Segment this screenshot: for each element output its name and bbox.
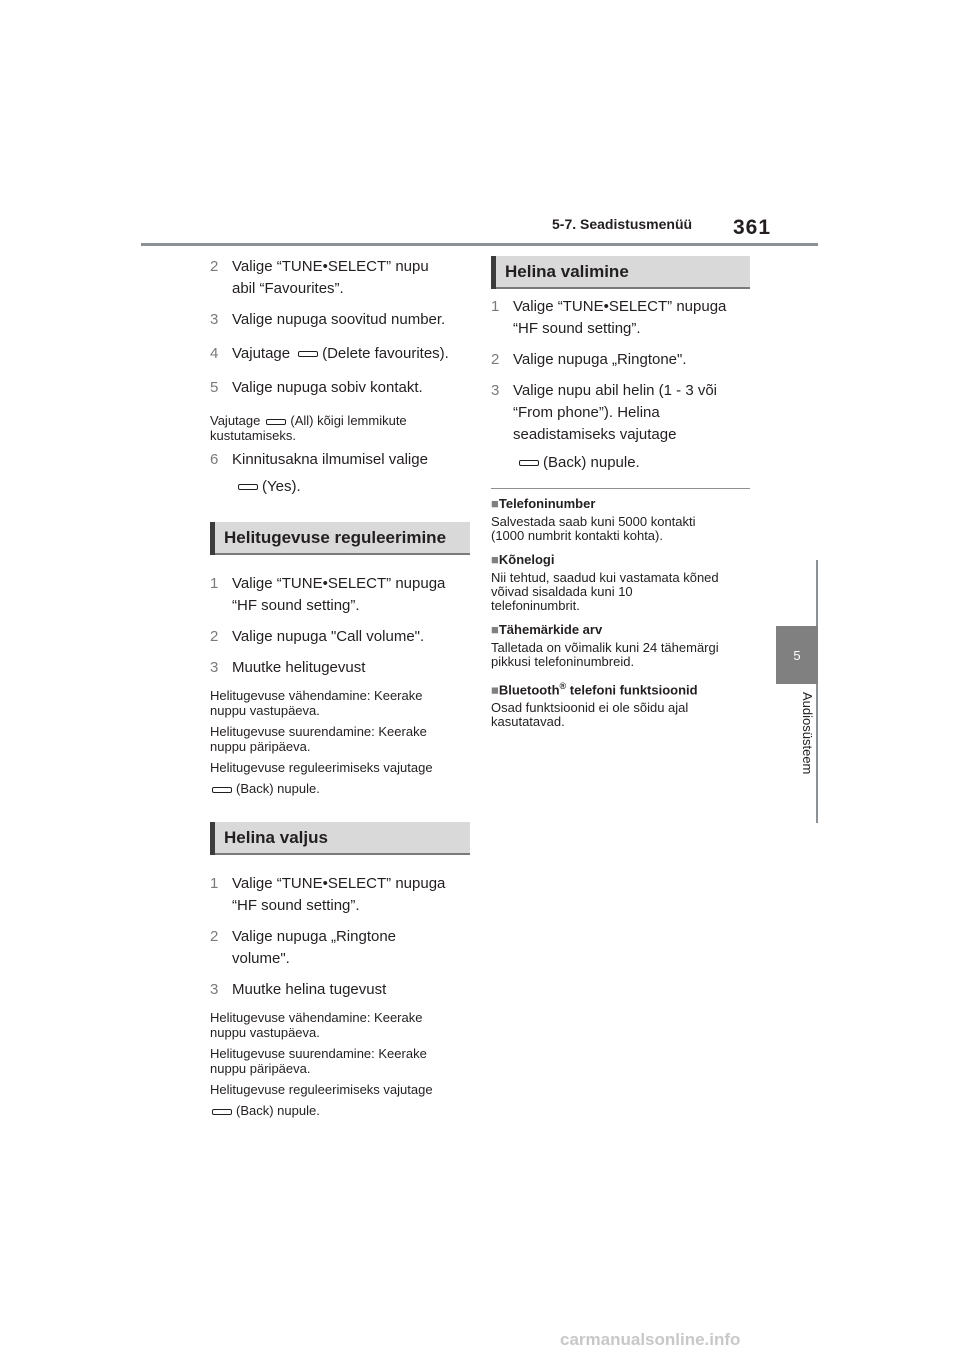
note-title-text: Bluetooth xyxy=(498,682,560,698)
note-text: Helitugevuse suurendamine: Keerake xyxy=(210,1046,427,1061)
step-text: Valige nupuga soovitud number. xyxy=(232,311,446,328)
note-title-text: Telefoninumber xyxy=(498,496,596,511)
step-number: 2 xyxy=(210,928,219,945)
step-item xyxy=(210,657,470,679)
note-body-text: Nii tehtud, saadud kui vastamata kõned xyxy=(491,570,719,585)
step-text: Valige nupuga „Ringtone xyxy=(232,928,397,945)
step-text: Valige “TUNE•SELECT” nupuga xyxy=(232,875,446,892)
step-item xyxy=(491,380,750,474)
step-number: 2 xyxy=(491,351,500,368)
step-text xyxy=(232,343,470,365)
step-item xyxy=(491,349,750,371)
step-text: “HF sound setting”. xyxy=(232,597,360,614)
note-text: nuppu vastupäeva. xyxy=(210,703,320,718)
step-text: Valige “TUNE•SELECT” nupu xyxy=(232,258,429,275)
step-item xyxy=(210,309,470,331)
step-number: 3 xyxy=(210,311,219,328)
note-body-text: (1000 numbrit kontakti kohta). xyxy=(491,528,663,543)
note-text: nuppu päripäeva. xyxy=(210,739,311,754)
note-text: Helitugevuse suurendamine: Keerake xyxy=(210,724,427,739)
step-item xyxy=(210,377,470,399)
step-text: Valige nupuga „Ringtone". xyxy=(513,351,687,368)
note-text: Helitugevuse reguleerimiseks vajutage xyxy=(210,760,433,775)
step-item xyxy=(210,979,470,1001)
step-number: 2 xyxy=(210,258,219,275)
step-item xyxy=(210,343,470,365)
step-item xyxy=(210,573,470,617)
chapter-tab xyxy=(776,626,818,684)
note-title-text: telefoni funktsioonid xyxy=(566,682,698,698)
note xyxy=(210,760,470,796)
note-title xyxy=(491,622,750,638)
step-text: Valige “TUNE•SELECT” nupuga xyxy=(232,575,446,592)
notes-divider xyxy=(491,488,750,489)
step-number: 1 xyxy=(491,298,500,315)
section-heading: Helina valjus xyxy=(210,822,470,855)
note-title xyxy=(491,496,750,512)
button-icon xyxy=(298,351,318,357)
step-text: “HF sound setting”. xyxy=(513,320,641,337)
step-text: volume". xyxy=(232,950,290,967)
step-text: abil “Favourites”. xyxy=(232,280,344,297)
note xyxy=(210,1010,470,1040)
step-text: Kinnitusakna ilmumisel valige xyxy=(232,451,428,468)
step-text: Valige nupu abil helin (1 - 3 või xyxy=(513,382,718,399)
button-icon xyxy=(238,484,258,490)
step-item xyxy=(210,449,470,498)
registered-mark: ® xyxy=(559,681,567,691)
note xyxy=(210,1046,470,1076)
note-body-text: võivad sisaldada kuni 10 xyxy=(491,584,633,599)
step-number: 6 xyxy=(210,451,219,468)
note-text: Vajutage xyxy=(210,413,261,428)
notes-list xyxy=(491,496,750,729)
step-text: “HF sound setting”. xyxy=(232,897,360,914)
chapter-number: 5 xyxy=(793,647,801,663)
square-bullet-icon: ■ xyxy=(491,496,499,511)
note-body xyxy=(491,515,750,543)
step-text-post: (Back) nupule. xyxy=(543,454,640,471)
square-bullet-icon: ■ xyxy=(491,622,499,637)
note-body-text: pikkusi telefoninumbreid. xyxy=(491,654,635,669)
note-body-text: Talletada on võimalik kuni 24 tähemärgi xyxy=(491,640,719,655)
note-title xyxy=(491,552,750,568)
step-number: 5 xyxy=(210,379,219,396)
note-text: Helitugevuse vähendamine: Keerake xyxy=(210,1010,423,1025)
note-title-text: Tähemärkide arv xyxy=(498,622,603,637)
note-text: nuppu vastupäeva. xyxy=(210,1025,320,1040)
note-text: kustutamiseks. xyxy=(210,428,296,443)
step-number: 3 xyxy=(210,659,219,676)
step-number: 2 xyxy=(210,628,219,645)
section-title: 5-7. Seadistusmenüü xyxy=(552,216,693,232)
header-divider xyxy=(141,243,818,246)
left-column xyxy=(210,256,470,1124)
button-icon xyxy=(519,460,539,466)
button-icon xyxy=(266,419,286,425)
note-text: (Back) nupule. xyxy=(236,1103,320,1118)
step-item xyxy=(210,873,470,917)
chapter-label-text: Audiosüsteem xyxy=(800,692,815,775)
step-number: 1 xyxy=(210,575,219,592)
step-number: 3 xyxy=(210,981,219,998)
note-body xyxy=(491,701,750,729)
note-text: (Back) nupule. xyxy=(236,781,320,796)
button-icon xyxy=(212,787,232,793)
step-text: Valige nupuga sobiv kontakt. xyxy=(232,379,423,396)
section-heading: Helina valimine xyxy=(491,256,750,289)
step-text: Muutke helina tugevust xyxy=(232,981,387,998)
step-text: seadistamiseks vajutage xyxy=(513,426,677,443)
note-body-text: telefoninumbrit. xyxy=(491,598,580,613)
step-item xyxy=(210,626,470,648)
watermark: carmanualsonline.info xyxy=(560,1330,741,1349)
step-text: Muutke helitugevust xyxy=(232,659,366,676)
note xyxy=(210,413,470,443)
step-number: 4 xyxy=(210,345,219,362)
step-text: Valige nupuga "Call volume". xyxy=(232,628,425,645)
note xyxy=(210,1082,470,1118)
step-text-post: (Delete favourites). xyxy=(322,345,449,362)
step-text-post: (Yes). xyxy=(262,478,301,495)
note-text: (All) kõigi lemmikute xyxy=(290,413,407,428)
step-item xyxy=(210,256,470,300)
note-text: Helitugevuse vähendamine: Keerake xyxy=(210,688,423,703)
note-body-text: kasutatavad. xyxy=(491,714,565,730)
note-text: nuppu päripäeva. xyxy=(210,1061,311,1076)
note-body xyxy=(491,571,750,613)
note-body-text: Salvestada saab kuni 5000 kontakti xyxy=(491,514,696,529)
section-heading: Helitugevuse reguleerimine xyxy=(210,522,470,555)
note xyxy=(210,688,470,718)
step-text-pre: Vajutage xyxy=(232,345,291,362)
step-item xyxy=(210,926,470,970)
note-title xyxy=(491,678,750,698)
step-item xyxy=(491,296,750,340)
note xyxy=(210,724,470,754)
step-number: 1 xyxy=(210,875,219,892)
step-text: Valige “TUNE•SELECT” nupuga xyxy=(513,298,727,315)
note-body-text: Osad funktsioonid ei ole sõidu ajal xyxy=(491,700,689,716)
step-number: 3 xyxy=(491,382,500,399)
note-text: Helitugevuse reguleerimiseks vajutage xyxy=(210,1082,433,1097)
note-body xyxy=(491,641,750,669)
square-bullet-icon: ■ xyxy=(491,682,499,698)
note-title-text: Kõnelogi xyxy=(498,552,555,567)
square-bullet-icon: ■ xyxy=(491,552,499,567)
button-icon xyxy=(212,1109,232,1115)
right-column xyxy=(491,256,750,738)
step-text: “From phone”). Helina xyxy=(513,404,660,421)
chapter-label xyxy=(797,692,817,822)
page-number: 361 xyxy=(733,216,772,239)
